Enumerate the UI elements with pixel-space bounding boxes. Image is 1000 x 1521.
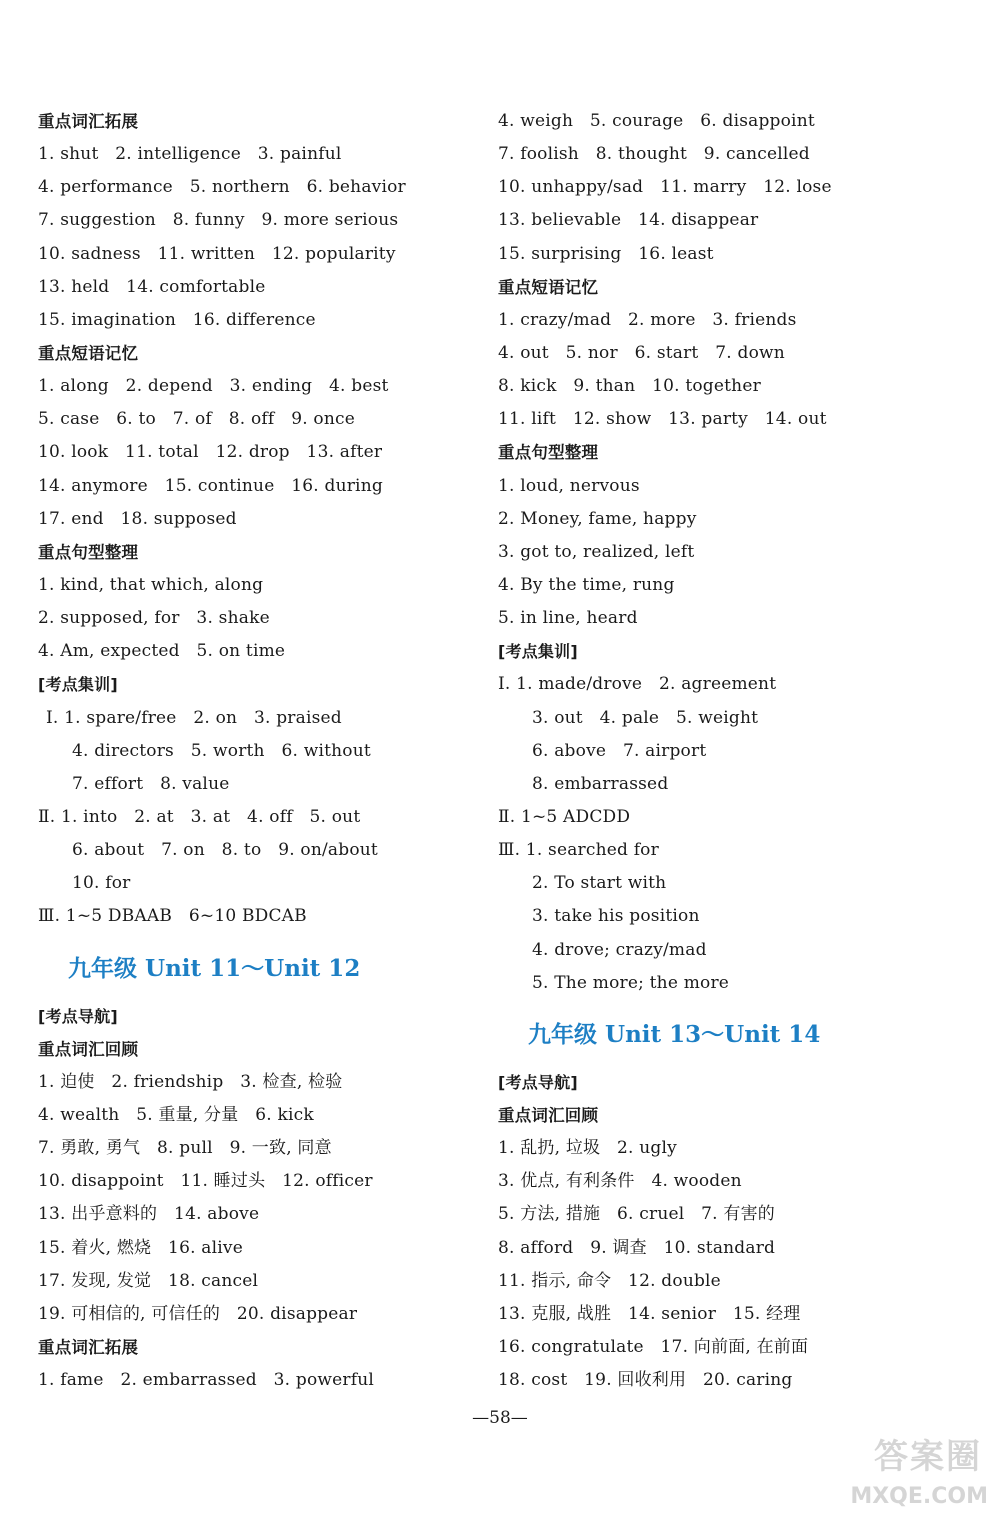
answer-line: 4. directors 5. worth 6. without (72, 740, 371, 761)
answer-line: 1. 乱扔, 垃圾 2. ugly (498, 1138, 677, 1159)
section-heading: 重点词汇回顾 (38, 1039, 139, 1059)
answer-line: 19. 可相信的, 可信任的 20. disappear (38, 1303, 358, 1324)
section-heading: 重点词汇拓展 (38, 112, 139, 131)
answer-line: 3. got to, realized, left (498, 541, 695, 562)
answer-line: 6. above 7. airport (532, 740, 707, 761)
answer-line: Ⅱ. 1~5 ADCDD (498, 806, 631, 827)
answer-line: 17. 发现, 发觉 18. cancel (38, 1270, 259, 1291)
answer-line: 3. 优点, 有利条件 4. wooden (498, 1171, 742, 1192)
answer-line: 10. disappoint 11. 睡过头 12. officer (38, 1171, 373, 1192)
watermark-logo: 答案圈 (874, 1437, 982, 1477)
section-label: [考点集训] (38, 675, 118, 695)
answer-line: 10. sadness 11. written 12. popularity (38, 243, 396, 264)
answer-line: 13. believable 14. disappear (498, 210, 759, 231)
section-heading: 重点词汇拓展 (38, 1337, 139, 1357)
answer-line: 10. unhappy/sad 11. marry 12. lose (498, 177, 832, 198)
answer-line: 13. 克服, 战胜 14. senior 15. 经理 (498, 1303, 801, 1324)
answer-line: 8. afford 9. 调查 10. standard (498, 1237, 776, 1258)
section-label: [考点导航] (498, 1072, 578, 1092)
answer-line: 1. kind, that which, along (38, 574, 264, 595)
section-heading: 重点短语记忆 (498, 277, 599, 297)
answer-line: 4. weigh 5. courage 6. disappoint (498, 111, 815, 131)
answer-line: 1. shut 2. intelligence 3. painful (38, 144, 342, 165)
unit-heading: 九年级 Unit 11～Unit 12 (68, 954, 361, 982)
answer-line: 7. suggestion 8. funny 9. more serious (38, 210, 399, 231)
answer-line: 11. lift 12. show 13. party 14. out (498, 409, 827, 430)
answer-line: 4. wealth 5. 重量, 分量 6. kick (38, 1104, 314, 1125)
section-heading: 重点短语记忆 (38, 343, 139, 363)
answer-line: 5. in line, heard (498, 608, 638, 629)
answer-line: Ⅲ. 1. searched for (498, 840, 659, 861)
watermark (842, 1429, 992, 1509)
answer-line: 7. 勇敢, 勇气 8. pull 9. 一致, 同意 (38, 1138, 332, 1159)
answer-line: 5. case 6. to 7. of 8. off 9. once (38, 409, 355, 430)
answer-line: 2. To start with (532, 873, 667, 894)
answer-line: 10. for (72, 873, 131, 894)
page-number: —58— (472, 1408, 528, 1428)
answer-line: 3. take his position (532, 906, 700, 927)
right-column (498, 105, 938, 1397)
answer-line: 3. out 4. pale 5. weight (532, 707, 759, 728)
answer-line: 4. out 5. nor 6. start 7. down (498, 342, 785, 363)
answer-line: 5. 方法, 措施 6. cruel 7. 有害的 (498, 1204, 775, 1225)
answer-line: 1. fame 2. embarrassed 3. powerful (38, 1370, 375, 1391)
answer-line: 8. embarrassed (532, 773, 669, 794)
answer-line: Ⅲ. 1~5 DBAAB 6~10 BDCAB (38, 906, 307, 927)
answer-line: 13. held 14. comfortable (38, 276, 266, 297)
answer-line: 11. 指示, 命令 12. double (498, 1270, 721, 1291)
answer-line: 4. By the time, rung (498, 574, 675, 595)
answer-line: Ⅰ. 1. made/drove 2. agreement (498, 674, 777, 695)
answer-line: 16. congratulate 17. 向前面, 在前面 (498, 1336, 809, 1357)
answer-line: 2. Money, fame, happy (498, 508, 697, 529)
answer-line: 4. drove; crazy/mad (532, 939, 707, 960)
answer-line: 4. Am, expected 5. on time (38, 641, 286, 662)
section-label: [考点集训] (498, 642, 578, 662)
answer-line: 1. loud, nervous (498, 475, 640, 496)
answer-line: 10. look 11. total 12. drop 13. after (38, 442, 383, 463)
answer-line: Ⅱ. 1. into 2. at 3. at 4. off 5. out (38, 806, 361, 827)
answer-line: 2. supposed, for 3. shake (38, 608, 270, 629)
answer-line: 1. along 2. depend 3. ending 4. best (38, 376, 389, 397)
answer-line: 7. effort 8. value (72, 773, 230, 794)
answer-line: 1. crazy/mad 2. more 3. friends (498, 309, 797, 330)
answer-line: 13. 出乎意料的 14. above (38, 1204, 260, 1225)
answer-line: 7. foolish 8. thought 9. cancelled (498, 144, 810, 165)
answer-line: 15. imagination 16. difference (38, 309, 316, 330)
answer-line: 8. kick 9. than 10. together (498, 376, 761, 397)
left-column (38, 105, 468, 1397)
section-heading: 重点词汇回顾 (498, 1105, 599, 1125)
answer-line: 5. The more; the more (532, 972, 730, 993)
answer-line: 14. anymore 15. continue 16. during (38, 475, 383, 496)
answer-line: 17. end 18. supposed (38, 508, 237, 529)
watermark-text: MXQE.COM (850, 1484, 988, 1509)
section-heading: 重点句型整理 (498, 443, 599, 463)
answer-line: 4. performance 5. northern 6. behavior (38, 177, 406, 198)
section-label: [考点导航] (38, 1006, 118, 1026)
answer-line: 18. cost 19. 回收利用 20. caring (498, 1370, 793, 1391)
answer-line: 15. 着火, 燃烧 16. alive (38, 1237, 243, 1258)
answer-line: Ⅰ. 1. spare/free 2. on 3. praised (46, 707, 342, 728)
section-heading: 重点句型整理 (38, 542, 139, 562)
answer-line: 6. about 7. on 8. to 9. on/about (72, 840, 378, 861)
answer-line: 15. surprising 16. least (498, 243, 714, 264)
answer-line: 1. 迫使 2. friendship 3. 检查, 检验 (38, 1071, 343, 1092)
unit-heading: 九年级 Unit 13～Unit 14 (528, 1020, 821, 1048)
